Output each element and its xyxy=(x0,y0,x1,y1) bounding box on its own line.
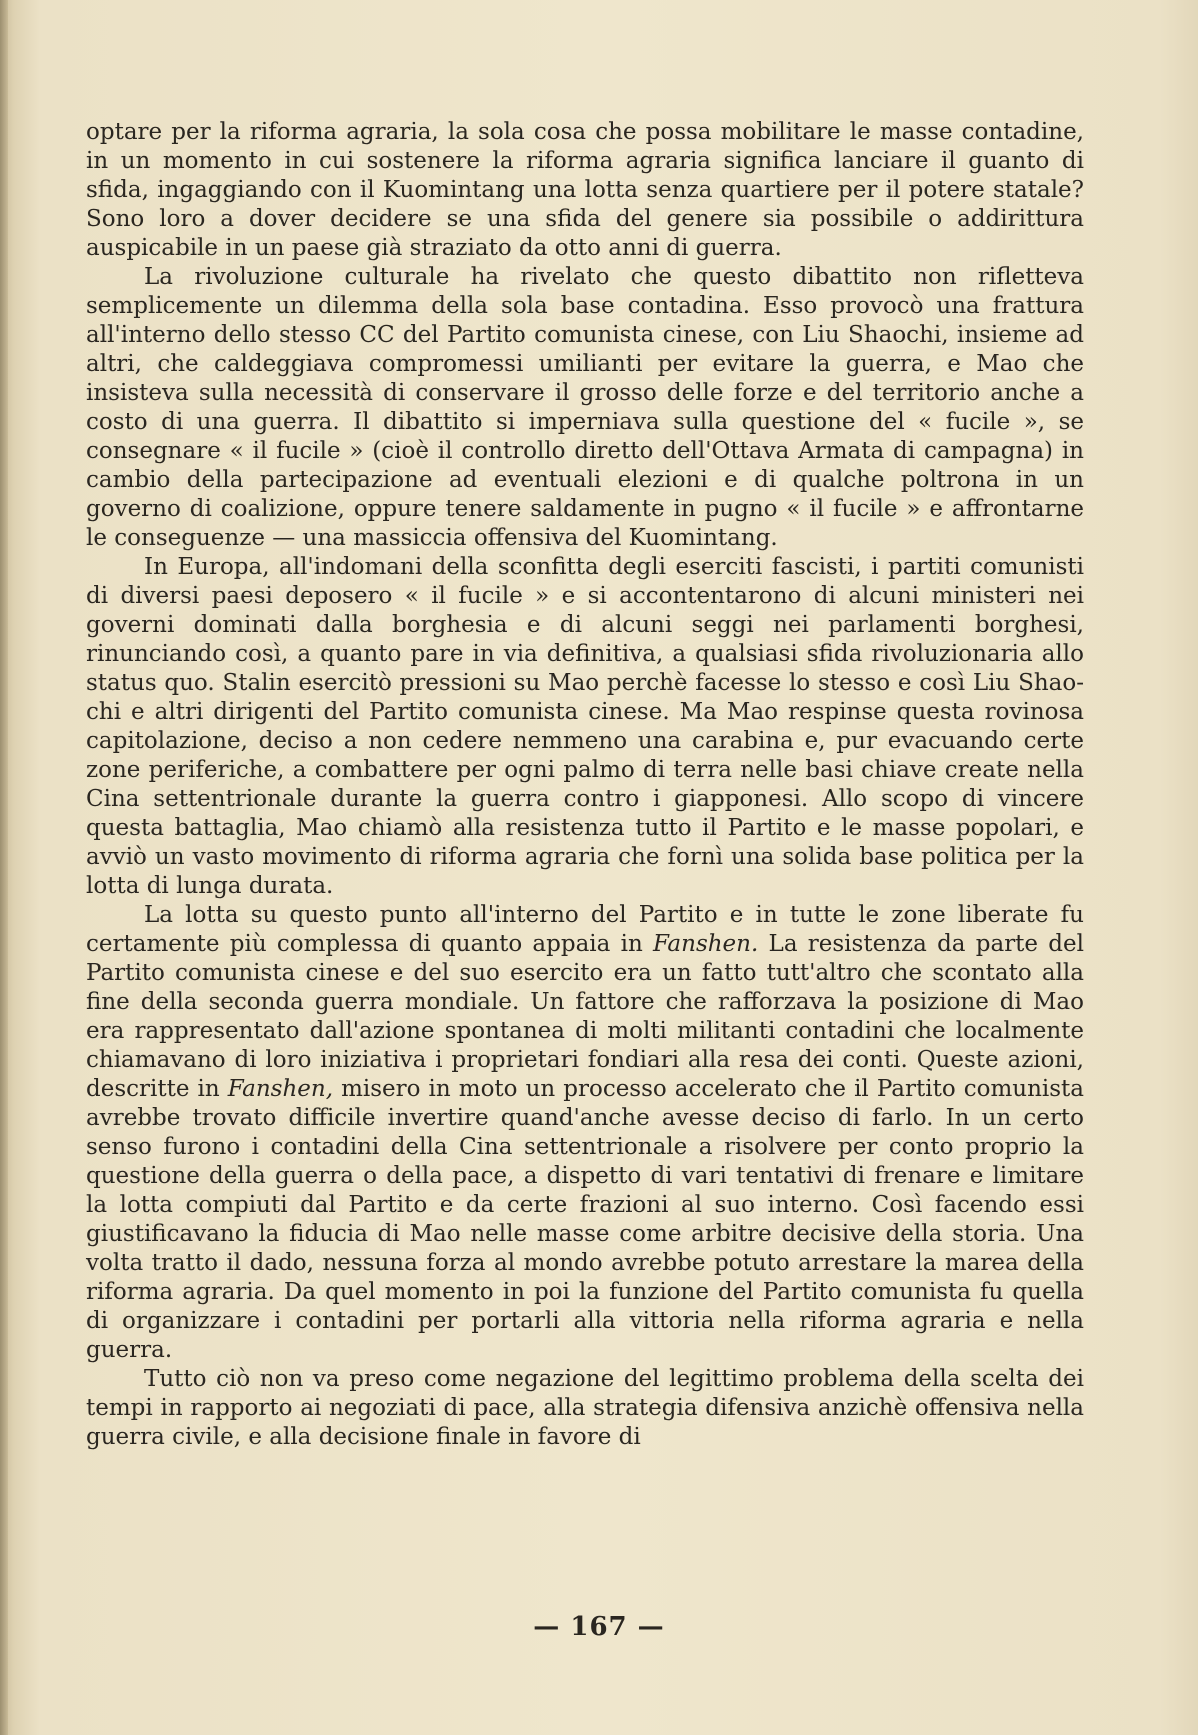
paragraph-4-text-a: La lotta su questo punto all'interno del Partito e in tutte le zone liberate fu certamente più complessa di quanto appaia in xyxy=(86,902,1084,957)
paragraph-4 xyxy=(86,901,1084,1365)
paragraph-4-text-b: La resistenza da parte del Partito comunista cinese e del suo esercito era un fatto tutt'altro che scontato alla fine della seconda guerra mondiale. Un fattore che rafforzava la posizione di Mao era rappresentato dall'azione spontanea di molti militanti contadini che localmente chiamavano di loro iniziativa i proprietari fondiari alla resa dei conti. Queste azioni, descritte in xyxy=(86,931,1084,1102)
page-number: — 167 — xyxy=(533,1612,665,1642)
body-text xyxy=(86,118,1084,1452)
paragraph-3: In Europa, all'indomani della sconfitta degli eserciti fascisti, i partiti comunisti di diversi paesi deposero « il fucile » e si accontentarono di alcuni ministeri nei governi dominati dalla borghesia e di alcuni seggi nei parlamenti borghesi, rinunciando così, a quanto pare in via definitiva, a qualsiasi sfida rivoluzionaria allo status quo. Stalin esercitò pressioni su Mao perchè facesse lo stesso e così Liu Shao-chi e altri dirigenti del Partito comunista cinese. Ma Mao respinse questa rovinosa capitolazione, deciso a non cedere nemmeno una carabina e, pur evacuando certe zone periferiche, a combattere per ogni palmo di terra nelle basi chiave create nella Cina settentrionale durante la guerra contro i giapponesi. Allo scopo di vincere questa battaglia, Mao chiamò alla resistenza tutto il Partito e le masse popolari, e avviò un vasto movimento di riforma agraria che fornì una solida base politica per la lotta di lunga durata. xyxy=(86,554,1084,899)
book-title-fanshen: Fanshen. xyxy=(653,931,759,957)
paragraph-5: Tutto ciò non va preso come negazione del legittimo problema della scelta dei tempi in rapporto ai negoziati di pace, alla strategia difensiva anzichè offensiva nella guerra civile, e alla decisione finale in favore di xyxy=(86,1366,1084,1450)
page-binding-edge xyxy=(0,0,8,1735)
paragraph-1: optare per la riforma agraria, la sola cosa che possa mobilitare le masse contadine, in un momento in cui sostenere la riforma agraria significa lanciare il guanto di sfida, ingaggiando con il Kuomintang una lotta senza quartiere per il potere statale? Sono loro a dover decidere se una sfida del genere sia possibile o addirittura auspicabile in un paese già straziato da otto anni di guerra. xyxy=(86,119,1084,261)
paragraph-2: La rivoluzione culturale ha rivelato che questo dibattito non rifletteva semplicemente un dilemma della sola base contadina. Esso provocò una frattura all'interno dello stesso CC del Partito comunista cinese, con Liu Shaochi, insieme ad altri, che caldeggiava compromessi umilianti per evitare la guerra, e Mao che insisteva sulla necessità di conservare il grosso delle forze e del territorio anche a costo di una guerra. Il dibattito si imperniava sulla questione del « fucile », se consegnare « il fucile » (cioè il controllo diretto dell'Ottava Armata di campagna) in cambio della partecipazione ad eventuali elezioni e di qualche poltrona in un governo di coalizione, oppure tenere saldamente in pugno « il fucile » e affrontarne le conseguenze — una massiccia offensiva del Kuomintang. xyxy=(86,264,1084,551)
book-title-fanshen-2: Fanshen, xyxy=(227,1076,334,1102)
paragraph-4-text-c: misero in moto un processo accelerato che il Partito comunista avrebbe trovato difficile invertire quand'anche avesse deciso di farlo. In un certo senso furono i contadini della Cina settentrionale a risolvere per conto proprio la questione della guerra o della pace, a dispetto di vari tentativi di frenare e limitare la lotta compiuti dal Partito e da certe frazioni al suo interno. Così facendo essi giustificavano la fiducia di Mao nelle masse come arbitre decisive della storia. Una volta tratto il dado, nessuna forza al mondo avrebbe potuto arrestare la marea della riforma agraria. Da quel momento in poi la funzione del Partito comunista fu quella di organizzare i contadini per portarli alla vittoria nella riforma agraria e nella guerra. xyxy=(86,1076,1084,1363)
